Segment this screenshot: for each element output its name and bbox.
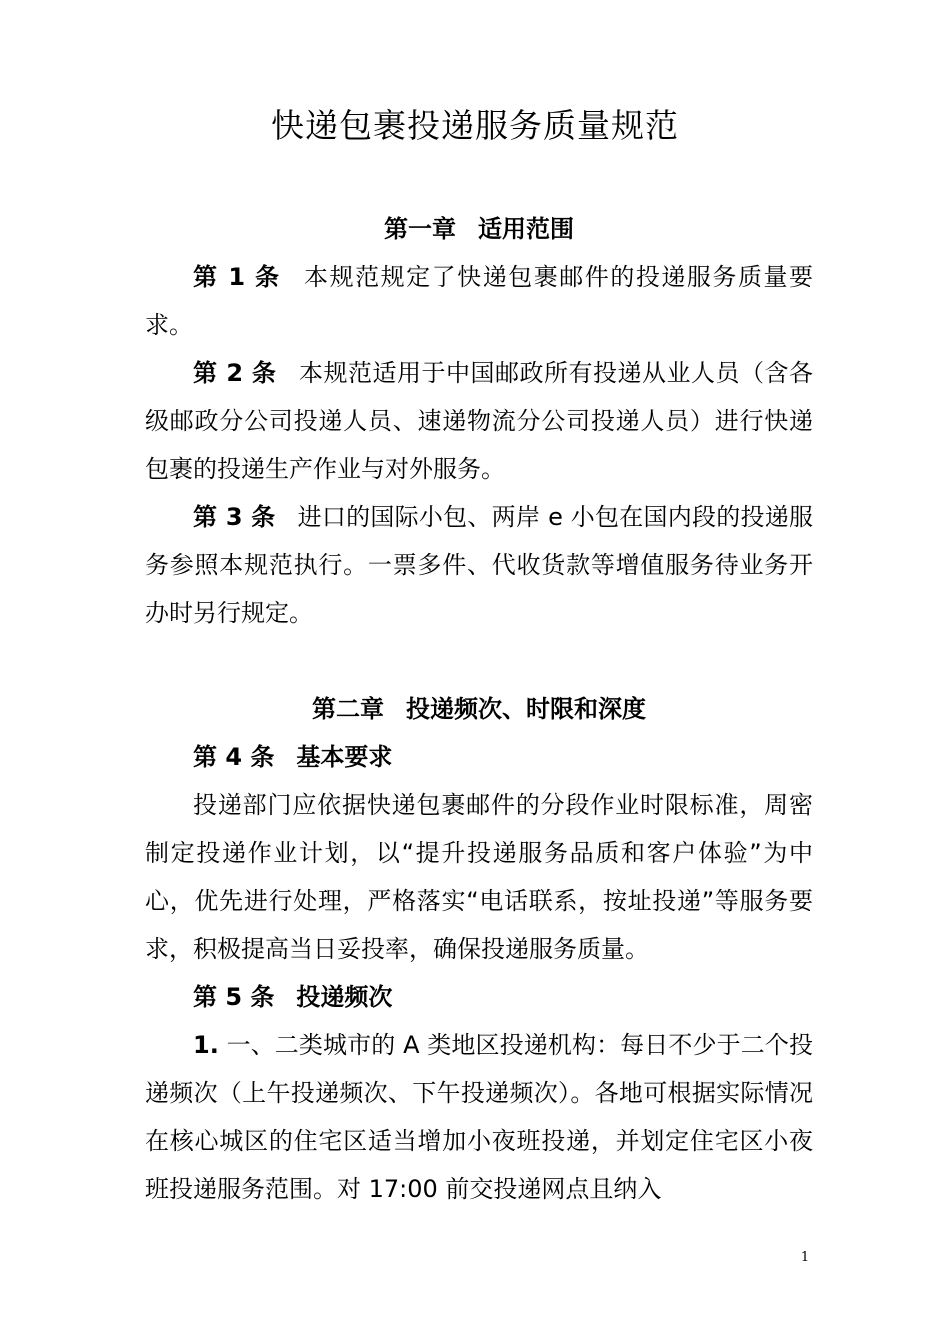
article-2-text: 本规范适用于中国邮政所有投递从业人员（含各级邮政分公司投递人员、速递物流分公司投递人员）进行快递包裹的投递生产作业与对外服务。 [145,359,814,483]
chapter-2-number: 第二章 [312,695,384,723]
chapter-1-heading [145,205,813,253]
document-body [145,205,813,1213]
article-1-text: 本规范规定了快递包裹邮件的投递服务质量要求。 [145,263,813,339]
article-2 [145,349,813,493]
article-5-title: 投递频次 [296,983,393,1011]
article-5-item-1 [145,1021,813,1213]
article-5-heading [145,973,813,1021]
chapter-2-heading [145,685,813,733]
page-number: 1 [800,1250,810,1265]
article-3 [145,493,813,637]
chapter-1-title: 适用范围 [478,215,574,243]
article-1-label: 第 1 条 [193,263,281,291]
chapter-1-number: 第一章 [384,215,456,243]
article-4-body: 投递部门应依据快递包裹邮件的分段作业时限标准，周密制定投递作业计划，以“提升投递服务品质和客户体验”为中心，优先进行处理，严格落实“电话联系，按址投递”等服务要求，积极提高当日妥投率，确保投递服务质量。 [145,791,813,963]
article-4-heading [145,733,813,781]
article-3-label: 第 3 条 [193,503,276,531]
article-4-title: 基本要求 [296,743,393,771]
article-3-text: 进口的国际小包、两岸 e 小包在国内段的投递服务参照本规范执行。一票多件、代收货款等增值服务待业务开办时另行规定。 [145,503,813,627]
article-1 [145,253,813,349]
chapter-2-title: 投递频次、时限和深度 [406,695,646,723]
article-4-label: 第 4 条 [193,743,275,771]
document-title: 快递包裹投递服务质量规范 [271,106,679,145]
article-5-label: 第 5 条 [193,983,275,1011]
section-spacer [145,637,813,685]
article-5-item-1-marker: 1. [193,1031,219,1059]
article-2-label: 第 2 条 [193,359,277,387]
article-5-item-1-text: 一、二类城市的 A 类地区投递机构：每日不少于二个投递频次（上午投递频次、下午投递频次）。各地可根据实际情况在核心城区的住宅区适当增加小夜班投递，并划定住宅区小夜班投递服务范围。对 17:00 前交投递网点且纳入 [145,1031,813,1203]
